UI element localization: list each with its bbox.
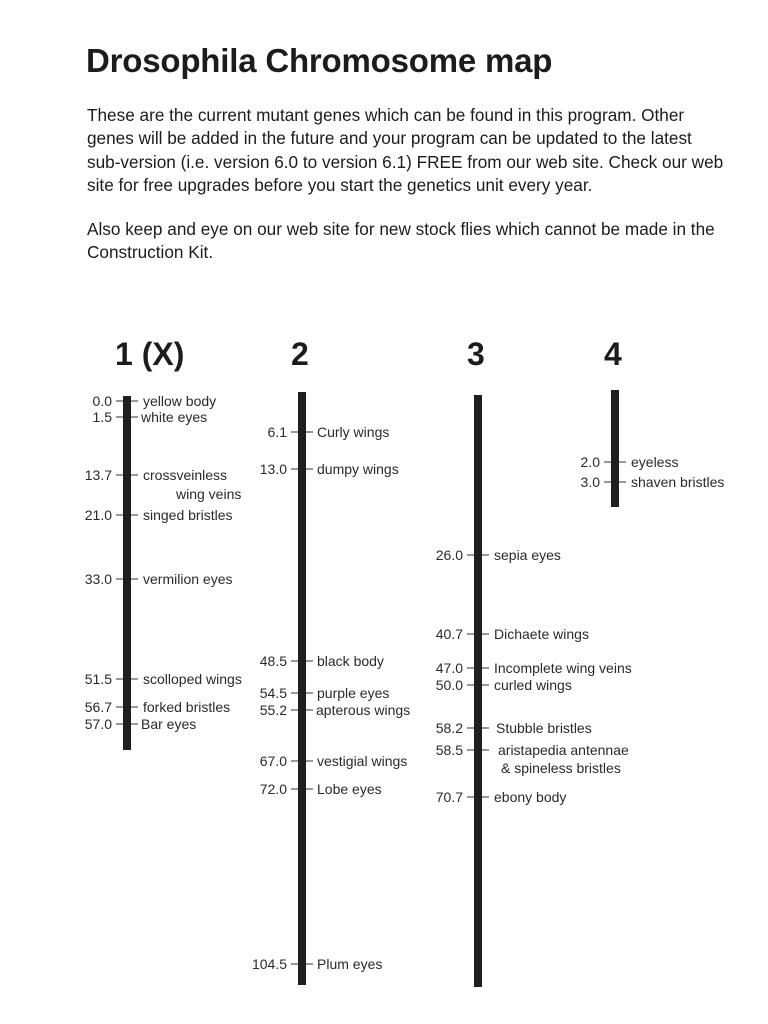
gene-position-label: 26.0 <box>435 547 463 563</box>
gene-name-label: crossveinless <box>143 467 228 483</box>
gene-name-label: shaven bristles <box>631 474 725 490</box>
gene-position-label: 1.5 <box>92 409 112 425</box>
gene-name-label: Bar eyes <box>141 716 197 732</box>
gene-name-label: vermilion eyes <box>143 571 233 587</box>
gene-position-label: 3.0 <box>580 474 600 490</box>
gene-name-label: wing veins <box>176 486 242 502</box>
gene-name-label: singed bristles <box>143 507 233 523</box>
chromosome-3-heading: 3 <box>467 336 485 372</box>
chromosome-4-heading: 4 <box>604 336 622 372</box>
gene-name-label: purple eyes <box>317 685 390 701</box>
gene-position-label: 13.7 <box>84 467 112 483</box>
gene-position-label: 54.5 <box>259 685 287 701</box>
gene-name-label: apterous wings <box>316 702 411 718</box>
gene-position-label: 47.0 <box>435 660 463 676</box>
gene-name-label: ebony body <box>494 789 567 805</box>
gene-name-label: curled wings <box>494 677 572 693</box>
gene-name-label: Plum eyes <box>317 956 383 972</box>
gene-name-label: sepia eyes <box>494 547 561 563</box>
gene-name-label: white eyes <box>141 409 208 425</box>
gene-position-label: 21.0 <box>84 507 112 523</box>
gene-name-label: eyeless <box>631 454 679 470</box>
gene-name-label: Incomplete wing veins <box>494 660 632 676</box>
gene-position-label: 57.0 <box>84 716 112 732</box>
intro-paragraph-1: These are the current mutant genes which can be found in this program. Other genes will be added in the future and your program can be updated to the latest sub-version (i.e. version 6.0 to version 6.1) FREE from our web site. Check our web site for free upgrades before you start the genetics unit every year. <box>87 105 724 195</box>
chromosome-2-heading: 2 <box>291 336 309 372</box>
gene-name-label: black body <box>317 653 384 669</box>
gene-name-label: yellow body <box>143 393 217 409</box>
gene-name-label: Curly wings <box>317 424 390 440</box>
gene-position-label: 50.0 <box>435 677 463 693</box>
gene-name-label: forked bristles <box>143 699 231 715</box>
gene-position-label: 104.5 <box>251 956 287 972</box>
intro-paragraph-2: Also keep and eye on our web site for new stock flies which cannot be made in the Construction Kit. <box>87 219 715 263</box>
chromosome-3-bar <box>474 395 482 987</box>
gene-name-label: Lobe eyes <box>317 781 382 797</box>
gene-position-label: 6.1 <box>267 424 287 440</box>
gene-position-label: 67.0 <box>259 753 287 769</box>
chromosome-1-heading: 1 (X) <box>115 336 185 372</box>
gene-name-label: aristapedia antennae <box>498 742 629 758</box>
gene-position-label: 56.7 <box>84 699 112 715</box>
page-title: Drosophila Chromosome map <box>86 42 553 79</box>
gene-position-label: 70.7 <box>435 789 463 805</box>
chromosome-4-bar <box>611 390 619 507</box>
gene-position-label: 40.7 <box>435 626 463 642</box>
gene-position-label: 33.0 <box>84 571 112 587</box>
gene-position-label: 0.0 <box>92 393 112 409</box>
gene-position-label: 72.0 <box>259 781 287 797</box>
gene-position-label: 58.5 <box>435 742 463 758</box>
gene-position-label: 58.2 <box>435 720 463 736</box>
gene-name-label: Dichaete wings <box>494 626 589 642</box>
gene-position-label: 13.0 <box>259 461 287 477</box>
gene-name-label: dumpy wings <box>317 461 399 477</box>
gene-position-label: 55.2 <box>259 702 287 718</box>
gene-name-label: Stubble bristles <box>496 720 592 736</box>
gene-name-label: & spineless bristles <box>501 760 621 776</box>
gene-position-label: 51.5 <box>84 671 112 687</box>
gene-name-label: vestigial wings <box>317 753 408 769</box>
gene-name-label: scolloped wings <box>143 671 242 687</box>
chromosome-2-bar <box>298 392 306 985</box>
gene-position-label: 48.5 <box>259 653 287 669</box>
chromosome-1-bar <box>123 396 131 750</box>
gene-position-label: 2.0 <box>580 454 600 470</box>
